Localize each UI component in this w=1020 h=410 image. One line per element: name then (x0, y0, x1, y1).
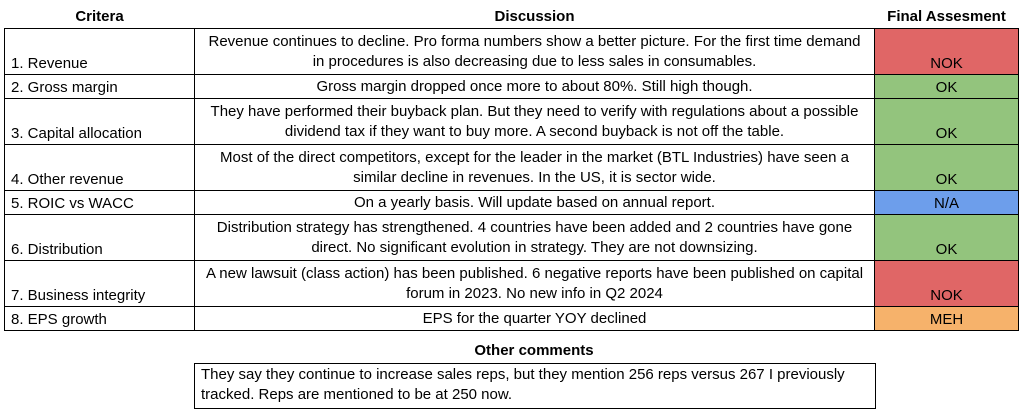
criteria-header: Critera (75, 8, 124, 25)
criteria-cell: 2. Gross margin (5, 75, 195, 99)
table-row (5, 99, 1019, 145)
table-row (5, 307, 1019, 331)
discussion-cell: EPS for the quarter YOY declined (195, 307, 875, 331)
table-row (5, 191, 1019, 215)
assessment-cell: MEH (875, 307, 1019, 331)
table-row (5, 29, 1019, 75)
criteria-cell: 6. Distribution (5, 215, 195, 261)
table-row (5, 75, 1019, 99)
criteria-cell: 1. Revenue (5, 29, 195, 75)
discussion-cell: A new lawsuit (class action) has been published. 6 negative reports have been published on capital forum in 2023. No new info in Q2 2024 (195, 261, 875, 307)
discussion-cell: On a yearly basis. Will update based on annual report. (195, 191, 875, 215)
table-row (5, 215, 1019, 261)
assessment-cell: OK (875, 75, 1019, 99)
assessment-table (4, 6, 1019, 331)
criteria-cell: 7. Business integrity (5, 261, 195, 307)
table-row (5, 261, 1019, 307)
discussion-cell: Distribution strategy has strengthened. 4 countries have been added and 2 countries have gone direct. No significant evolution in strategy. They are not downsizing. (195, 215, 875, 261)
assessment-cell: NOK (875, 29, 1019, 75)
assessment-cell: OK (875, 215, 1019, 261)
table-row (5, 145, 1019, 191)
discussion-cell: They have performed their buyback plan. But they need to verify with regulations about a possible dividend tax if they want to buy more. A second buyback is not off the table. (195, 99, 875, 145)
criteria-cell: 3. Capital allocation (5, 99, 195, 145)
criteria-cell: 8. EPS growth (5, 307, 195, 331)
other-comments-title: Other comments (474, 342, 594, 359)
discussion-cell: Revenue continues to decline. Pro forma numbers show a better picture. For the first time demand in procedures is also decreasing due to less sales in consumables. (195, 29, 875, 75)
discussion-header: Discussion (494, 8, 575, 25)
assessment-cell: OK (875, 145, 1019, 191)
assessment-header: Final Assesment (887, 8, 1006, 25)
assessment-cell: N/A (875, 191, 1019, 215)
criteria-cell: 5. ROIC vs WACC (5, 191, 195, 215)
discussion-cell: Most of the direct competitors, except for the leader in the market (BTL Industries) have seen a similar decline in revenues. In the US, it is sector wide. (195, 145, 875, 191)
assessment-cell: OK (875, 99, 1019, 145)
criteria-cell: 4. Other revenue (5, 145, 195, 191)
discussion-cell: Gross margin dropped once more to about 80%. Still high though. (195, 75, 875, 99)
assessment-cell: NOK (875, 261, 1019, 307)
other-comments-box: They say they continue to increase sales reps, but they mention 256 reps versus 267 I previously tracked. Reps are mentioned to be at 250 now. (194, 363, 876, 409)
header-row (5, 6, 1019, 29)
